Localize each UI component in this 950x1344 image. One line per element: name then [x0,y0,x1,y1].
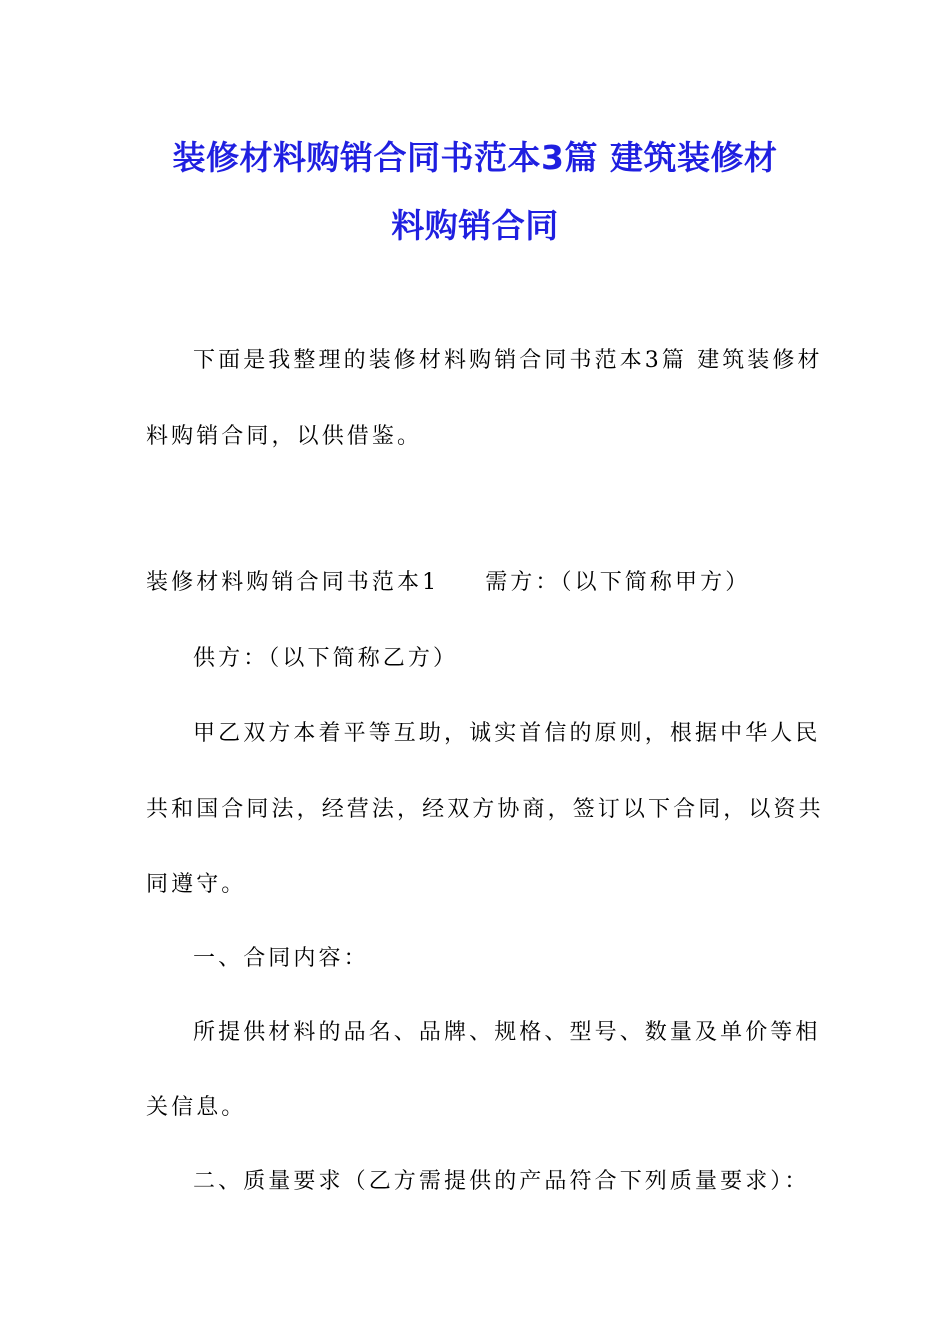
intro-line-1: 下面是我整理的装修材料购销合同书范本3篇 建筑装修材 [193,348,823,373]
title-line-1: 装修材料购销合同书范本3篇 建筑装修材 [172,138,778,177]
para1-line-3: 同遵守。 [146,872,247,897]
clause1-line-2: 关信息。 [146,1095,247,1120]
supplier-label: 供方：（以下简称乙方） [193,646,459,671]
para1-line-1: 甲乙双方本着平等互助，诚实首信的原则，根据中华人民 [193,721,821,746]
clause2-heading: 二、质量要求（乙方需提供的产品符合下列质量要求）： [193,1169,810,1194]
document-title [100,124,850,260]
section-heading: 装修材料购销合同书范本1 [146,570,440,595]
clause1-line-1: 所提供材料的品名、品牌、规格、型号、数量及单价等相 [193,1020,821,1045]
para1-line-2: 共和国合同法，经营法，经双方协商，签订以下合同，以资共 [146,797,824,822]
intro-line-2: 料购销合同，以供借鉴。 [146,424,423,449]
clause1-heading: 一、合同内容： [193,946,369,971]
buyer-label: 需方：（以下简称甲方） [485,570,751,595]
section-heading-row [146,568,750,598]
title-line-2: 料购销合同 [391,206,559,245]
